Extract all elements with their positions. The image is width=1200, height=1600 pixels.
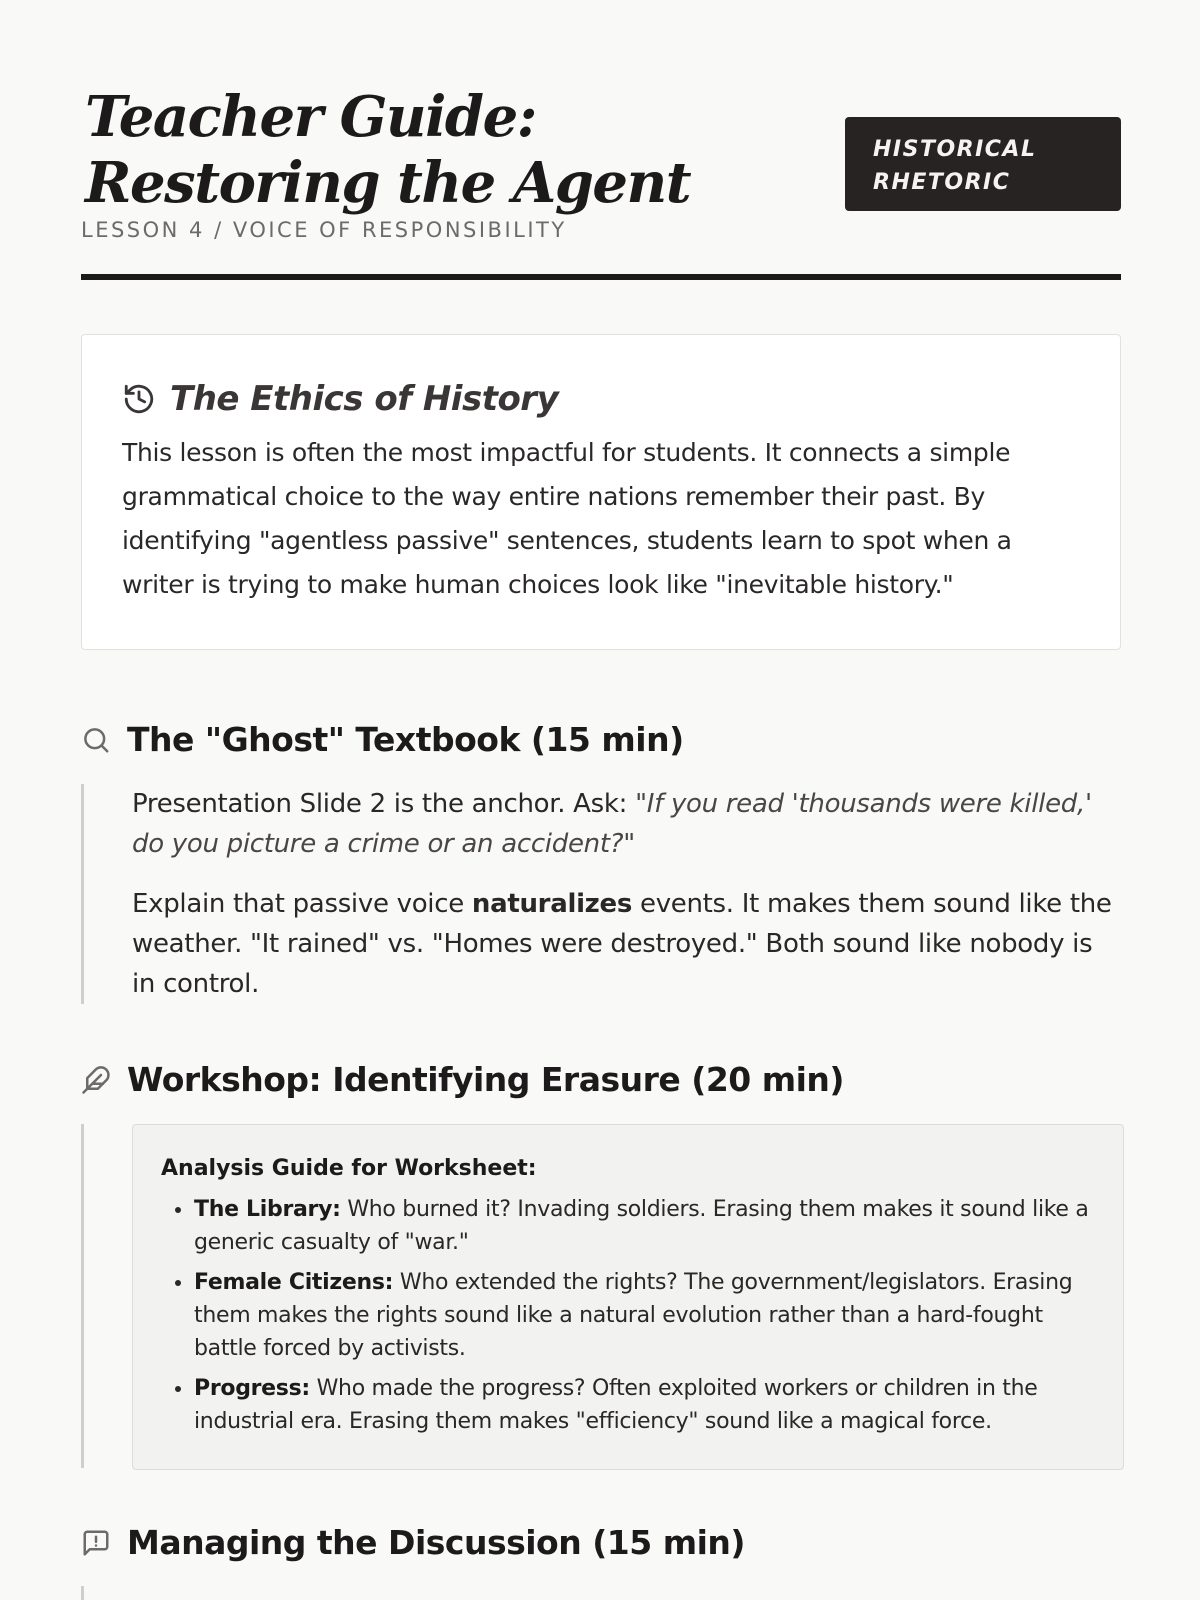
intro-card [81, 334, 1121, 650]
section-workshop-title: Workshop: Identifying Erasure (20 min) [127, 1060, 845, 1099]
section-ghost-heading [81, 720, 684, 759]
intro-heading [122, 379, 558, 419]
intro-body: This lesson is often the most impactful for students. It connects a simple grammatical choice to the way entire nations remember their past. By identifying "agentless passive" sentences, students learn to spot when a writer is trying to make human choices look like "inevitable history." [122, 438, 1012, 599]
section-workshop-body [81, 1124, 1121, 1468]
category-badge [845, 117, 1121, 211]
ghost-p2-tail: events. It makes them sound like the weather. "It rained" vs. "Homes were destroyed." Both sound like nobody is in control. [132, 889, 1112, 999]
page-header [81, 0, 1121, 280]
ghost-p1-quote: "If you read 'thousands were killed,' do you picture a crime or an accident?" [132, 789, 1092, 859]
ghost-p2-lead: Explain that passive voice [132, 889, 472, 919]
ghost-p2-bold: naturalizes [471, 889, 633, 919]
list-item [194, 1266, 1095, 1365]
section-workshop-heading [81, 1060, 844, 1099]
list-item [194, 1372, 1095, 1438]
list-item-text: Who burned it? Invading soldiers. Erasing them makes it sound like a generic casualty of "war." [194, 1197, 1089, 1255]
list-item-label: The Library: [194, 1197, 341, 1222]
section-discussion-title: Managing the Discussion (15 min) [127, 1523, 745, 1562]
section-discussion-heading [81, 1523, 745, 1562]
analysis-guide-box [132, 1124, 1124, 1470]
message-alert-icon [81, 1528, 111, 1558]
page-title: Teacher Guide: Restoring the Agent [85, 84, 691, 216]
analysis-guide-title: Analysis Guide for Worksheet: [161, 1156, 537, 1181]
section-ghost-title: The "Ghost" Textbook (15 min) [127, 720, 684, 759]
lesson-subtitle: LESSON 4 / VOICE OF RESPONSIBILITY [81, 218, 567, 242]
list-item-label: Progress: [194, 1376, 310, 1401]
ghost-paragraph-1 [132, 784, 1121, 864]
list-item-text: Who extended the rights? The government/legislators. Erasing them makes the rights sound like a natural evolution rather than a hard-fought battle forced by activists. [194, 1270, 1073, 1361]
teacher-guide-page [81, 0, 1121, 1562]
analysis-guide-list [161, 1193, 1095, 1438]
ghost-p1-lead: Presentation Slide 2 is the anchor. Ask: [132, 789, 636, 819]
list-item [194, 1193, 1095, 1259]
intro-title: The Ethics of History [170, 379, 559, 419]
feather-icon [81, 1065, 111, 1095]
section-ghost-body [81, 784, 1121, 1004]
ghost-paragraph-2 [132, 884, 1121, 1004]
search-icon [81, 725, 111, 755]
badge-line-1: HISTORICAL [873, 137, 1037, 162]
history-icon [122, 382, 156, 416]
list-item-text: Who made the progress? Often exploited workers or children in the industrial era. Erasing them makes "efficiency" sound like a magical force. [194, 1376, 1038, 1434]
list-item-label: Female Citizens: [194, 1270, 394, 1295]
badge-line-2: RHETORIC [873, 170, 1011, 195]
section-discussion-body [81, 1586, 1121, 1600]
